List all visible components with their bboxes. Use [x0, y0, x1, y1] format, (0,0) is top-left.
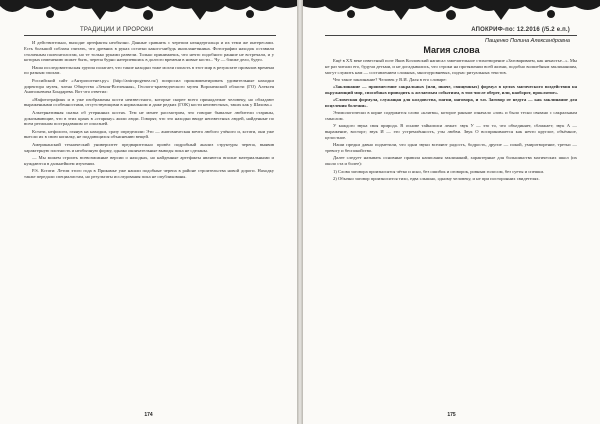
- definition-quote: «Словесная формула, служащая для колдовства, магии, наговора, и т.п. Заговор от недуга — как заклинание для исцеления болезни».: [325, 97, 577, 109]
- paragraph: Кстати, нефологи, глянув на находки, сразу определили: Это — анатомическая мечта любого учёного и, кстати, они уже внесли их в свою копилку, не поддающихся объяснению вещей.: [24, 128, 274, 140]
- running-head-left: ТРАДИЦИИ И ПРОРОКИ: [80, 27, 154, 33]
- header-rule: [325, 35, 577, 36]
- paragraph: «Нафототрафиях и в уже изображены кости неизвестного, которые скорее всего принадлежат человеку, но обладают выраженными особенностями, отсутствующими в нормальном и даже редких (ГОК) кости неизвестных, таких как у Шахова.»: [24, 96, 274, 108]
- paragraph-ps: P.S. Кстати: Летом этого года в Прикамье уже нашли подобные черепа в районе строительства новой дороги. Находку также передали специалистам, но результаты исследования пока не опубликованы.: [24, 167, 274, 179]
- right-page: [303, 0, 600, 424]
- paragraph: Что такое заклинание? Человек у В.И. Даля в его словаре:: [333, 76, 447, 82]
- left-body-text: [24, 40, 274, 181]
- page-number-left: 174: [144, 412, 153, 418]
- paragraph: И действительно, выходят артефакты необычно. Данные сравнить с черепом неандертальца и их теми же интересами. Есть большой соблазн считать, что древних в руках остатки какого-нибудь инопланетянина. Фотографии находок оставили столичным палеонтологам, но те только руками развели. Только принимаешь, что нечто подобного ранние не встречали, и у которых изменению может быть, черепа бурно натерпевшись в долгого времени в новые кости... Чу — ближе дело, будто.: [24, 40, 274, 63]
- article-author: Пащенко Полина Александровна: [484, 38, 570, 44]
- paragraph: Далее следует называть основные правила написания заклинаний, характерные для большинства магических школ (их около ста и более):: [325, 155, 577, 167]
- paragraph: Наши предки давно подметили, что одни звуки вселяют радость, бодрость, другие — покой, умиротворение, третьи — тревогу и беспокойство.: [325, 142, 577, 154]
- paragraph: Ещё в XX веке известный поэт Яков Козловский написал замечательное стихотворение «Заговариваем, как ненастье...». Мы не раз читали его, будучи детьми, и не догадывались, что строки на протяжении всей жизни, подобно волшебным заклинаниям, могут служить нам — составлением сложных, многоуровневых, подчас ритуальных текстов.: [325, 58, 577, 75]
- page-number-right: 175: [447, 412, 456, 418]
- article-title: Магия слова: [423, 45, 480, 55]
- ornament-border-icon: [0, 0, 297, 26]
- paragraph: Американский технический университет предварительно провёл подробный анализ структуры черепа, выявив характерную плотность и необычную форму, однако окончательные выводы пока не сделаны.: [24, 141, 274, 153]
- right-body-text: [325, 58, 577, 183]
- paragraph: — Мы можем строить всевозможные версии о находках, но найденные артефакты являются вполне материальными и нуждаются в дальнейшем изучении.: [24, 154, 274, 166]
- ornament-border-icon: [303, 0, 600, 26]
- running-head-right: АПОКРИФ-по: 12.2016 (/5.2 е.п.): [471, 27, 570, 33]
- paragraph: У каждого звука своя природа. В основе тайнописи лежат: звук У — это то, что объединяет, сближает; звук А — выражение, восторг; звук И — это устремлённость, узы любви. Звук О воспринимается как нечто круглое, объёмное, целостное.: [325, 123, 577, 141]
- definition-quote: «Заклинание — произнесение сакральных (или, иначе, священных) формул в целях магического воздействия на окружающий мир, способных приводить к желаемым событиям, в том числе оберег, или, наоборот, проклятие».: [325, 84, 577, 95]
- paragraph: Российский сайт «Антропогенез.ру» (http://antropogenez.ru/) попросил прокомментировать удивительные находки директора музея, члена Общества «Земля-Вселенная», Геолого-краеведческого музея Воронежской области (ГО) Алексея Анатольевича Бондарева. Вот что ответил:: [24, 77, 274, 95]
- header-rule: [24, 35, 276, 36]
- paragraph: Этимологически в корне содержится слово «клятва», которое раньше означало «зов» и было тесно связано с сакральным смыслом.: [325, 110, 577, 122]
- rule-item: 1) Слова заговора произносятся чётко и ясно, без ошибок и оговорок, ровным голосом, без суеты и спешки.: [333, 168, 545, 174]
- paragraph: Наша исследовательская группа полагает, что такие находки тоже могли попасть в этот мир в результате провалов времени по разным эпохам.: [24, 64, 274, 76]
- rule-item: 2) Обычно заговор произносится тихо, едва слышно, одному человеку, и не при посторонних свидетелях.: [333, 175, 540, 181]
- left-page: [0, 0, 297, 424]
- paragraph: Альтернативная сказка об утерянных костях. Тем не менее рассмотрим, что говорят бывалые любители старины, доказывающие, что в этих краях в «старину» жили люди. Говорят, что это находки ввиде неизвестных людей, найденные по всем регионам пострадавшим от оползней.: [24, 109, 274, 127]
